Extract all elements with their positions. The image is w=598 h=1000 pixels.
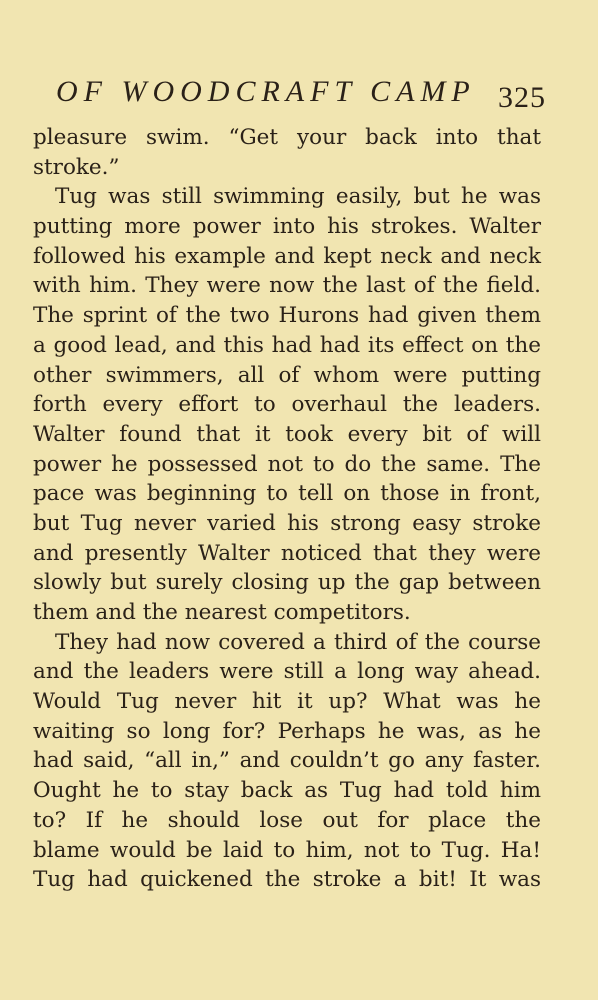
text-line: with him. They were now the last of the field. <box>33 273 541 299</box>
text-line: followed his example and kept neck and neck <box>33 243 541 269</box>
running-head <box>56 72 546 116</box>
text-line: forth every effort to overhaul the leaders. <box>33 392 541 418</box>
text-line: pleasure swim. “Get your back into that <box>33 125 541 150</box>
text-line: Ought he to stay back as Tug had told him <box>33 778 541 804</box>
text-line: and the leaders were still a long way ahead. <box>33 659 541 685</box>
text-line: Walter found that it took every bit of will <box>33 421 541 447</box>
running-title: OF WOODCRAFT CAMP <box>56 75 476 108</box>
text-line: Would Tug never hit it up? What was he <box>33 689 541 715</box>
text-line: waiting so long for? Perhaps he was, as he <box>33 718 541 744</box>
text-line: Tug was still swimming easily, but he was <box>55 184 541 210</box>
text-line: a good lead, and this had had its effect on the <box>33 332 541 358</box>
page-number: 325 <box>498 81 546 114</box>
text-line: had said, “all in,” and couldn’t go any faster. <box>33 748 541 774</box>
text-line: stroke.” <box>33 154 120 180</box>
text-line: slowly but surely closing up the gap between <box>33 570 541 596</box>
body-text <box>33 123 541 895</box>
text-line: blame would be laid to him, not to Tug. Ha! <box>33 837 541 863</box>
text-line: The sprint of the two Hurons had given them <box>33 303 541 329</box>
text-line: power he possessed not to do the same. The <box>33 451 541 477</box>
text-line: pace was beginning to tell on those in front, <box>33 481 541 507</box>
text-line: them and the nearest competitors. <box>33 600 411 625</box>
text-line: but Tug never varied his strong easy stroke <box>33 510 541 536</box>
text-line: and presently Walter noticed that they were <box>33 540 541 566</box>
text-line: putting more power into his strokes. Walter <box>33 214 541 240</box>
text-line: They had now covered a third of the course <box>55 629 541 655</box>
text-line: Tug had quickened the stroke a bit! It was <box>33 867 541 893</box>
text-line: to? If he should lose out for place the <box>33 807 541 833</box>
text-line: other swimmers, all of whom were putting <box>33 362 541 388</box>
